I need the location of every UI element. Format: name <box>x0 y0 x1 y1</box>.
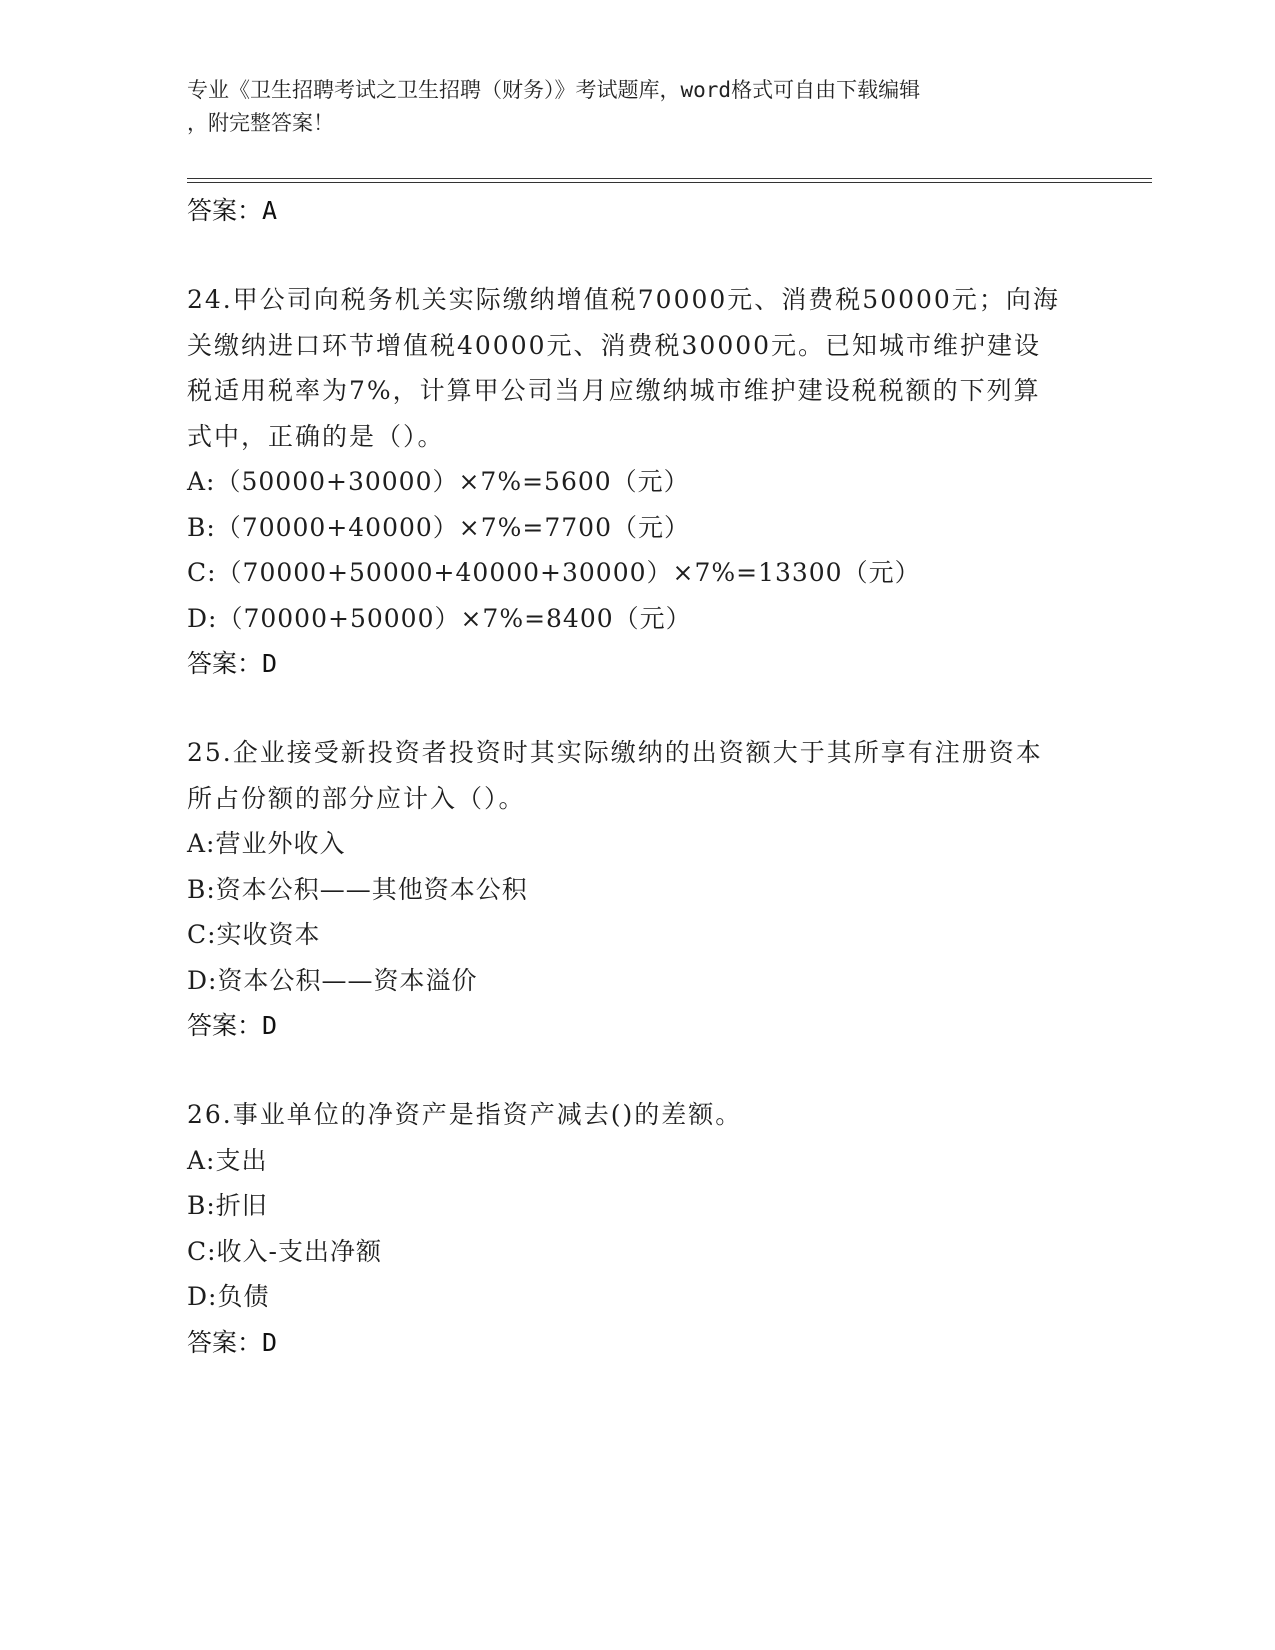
question-24 <box>187 277 1087 686</box>
option-d: D:资本公积——资本溢价 <box>187 965 478 995</box>
option-d: D:负债 <box>187 1282 270 1311</box>
option-a: A:营业外收入 <box>187 829 346 858</box>
answer: 答案：D <box>187 649 278 678</box>
question-text: 26.事业单位的净资产是指资产减去()的差额。 <box>187 1100 743 1129</box>
question-text: 25.企业接受新投资者投资时其实际缴纳的出资额大于其所享有注册资本所占份额的部分应计入（）。 <box>187 738 1043 813</box>
question-26 <box>187 1092 1087 1365</box>
option-a: A:（50000+30000）×7%=5600（元） <box>187 467 690 496</box>
header-line-1: 专业《卫生招聘考试之卫生招聘（财务）》考试题库，word格式可自由下载编辑 <box>187 78 921 102</box>
answer: 答案：D <box>187 1011 278 1040</box>
option-b: B:折旧 <box>187 1191 268 1220</box>
option-d: D:（70000+50000）×7%=8400（元） <box>187 603 692 633</box>
header-rule-thick <box>187 178 1152 179</box>
answer: 答案：D <box>187 1327 278 1357</box>
question-25 <box>187 730 1087 1048</box>
question-list <box>187 188 1087 1365</box>
option-b: B:（70000+40000）×7%=7700（元） <box>187 512 690 542</box>
option-a: A:支出 <box>187 1145 268 1175</box>
header-rule-thin <box>187 182 1152 183</box>
question-text: 24.甲公司向税务机关实际缴纳增值税70000元、消费税50000元；向海关缴纳进口环节增值税40000元、消费税30000元。已知城市维护建设税适用税率为7%，计算甲公司当月应缴纳城市维护建设税税额的下列算式中，正确的是（）。 <box>187 285 1060 451</box>
option-c: C:实收资本 <box>187 920 321 949</box>
page-header <box>187 74 1067 140</box>
option-c: C:收入-支出净额 <box>187 1236 382 1266</box>
option-c: C:（70000+50000+40000+30000）×7%=13300（元） <box>187 558 921 587</box>
option-b: B:资本公积——其他资本公积 <box>187 874 528 904</box>
previous-answer: 答案：A <box>187 196 278 225</box>
header-line-2: ，附完整答案！ <box>187 111 334 135</box>
